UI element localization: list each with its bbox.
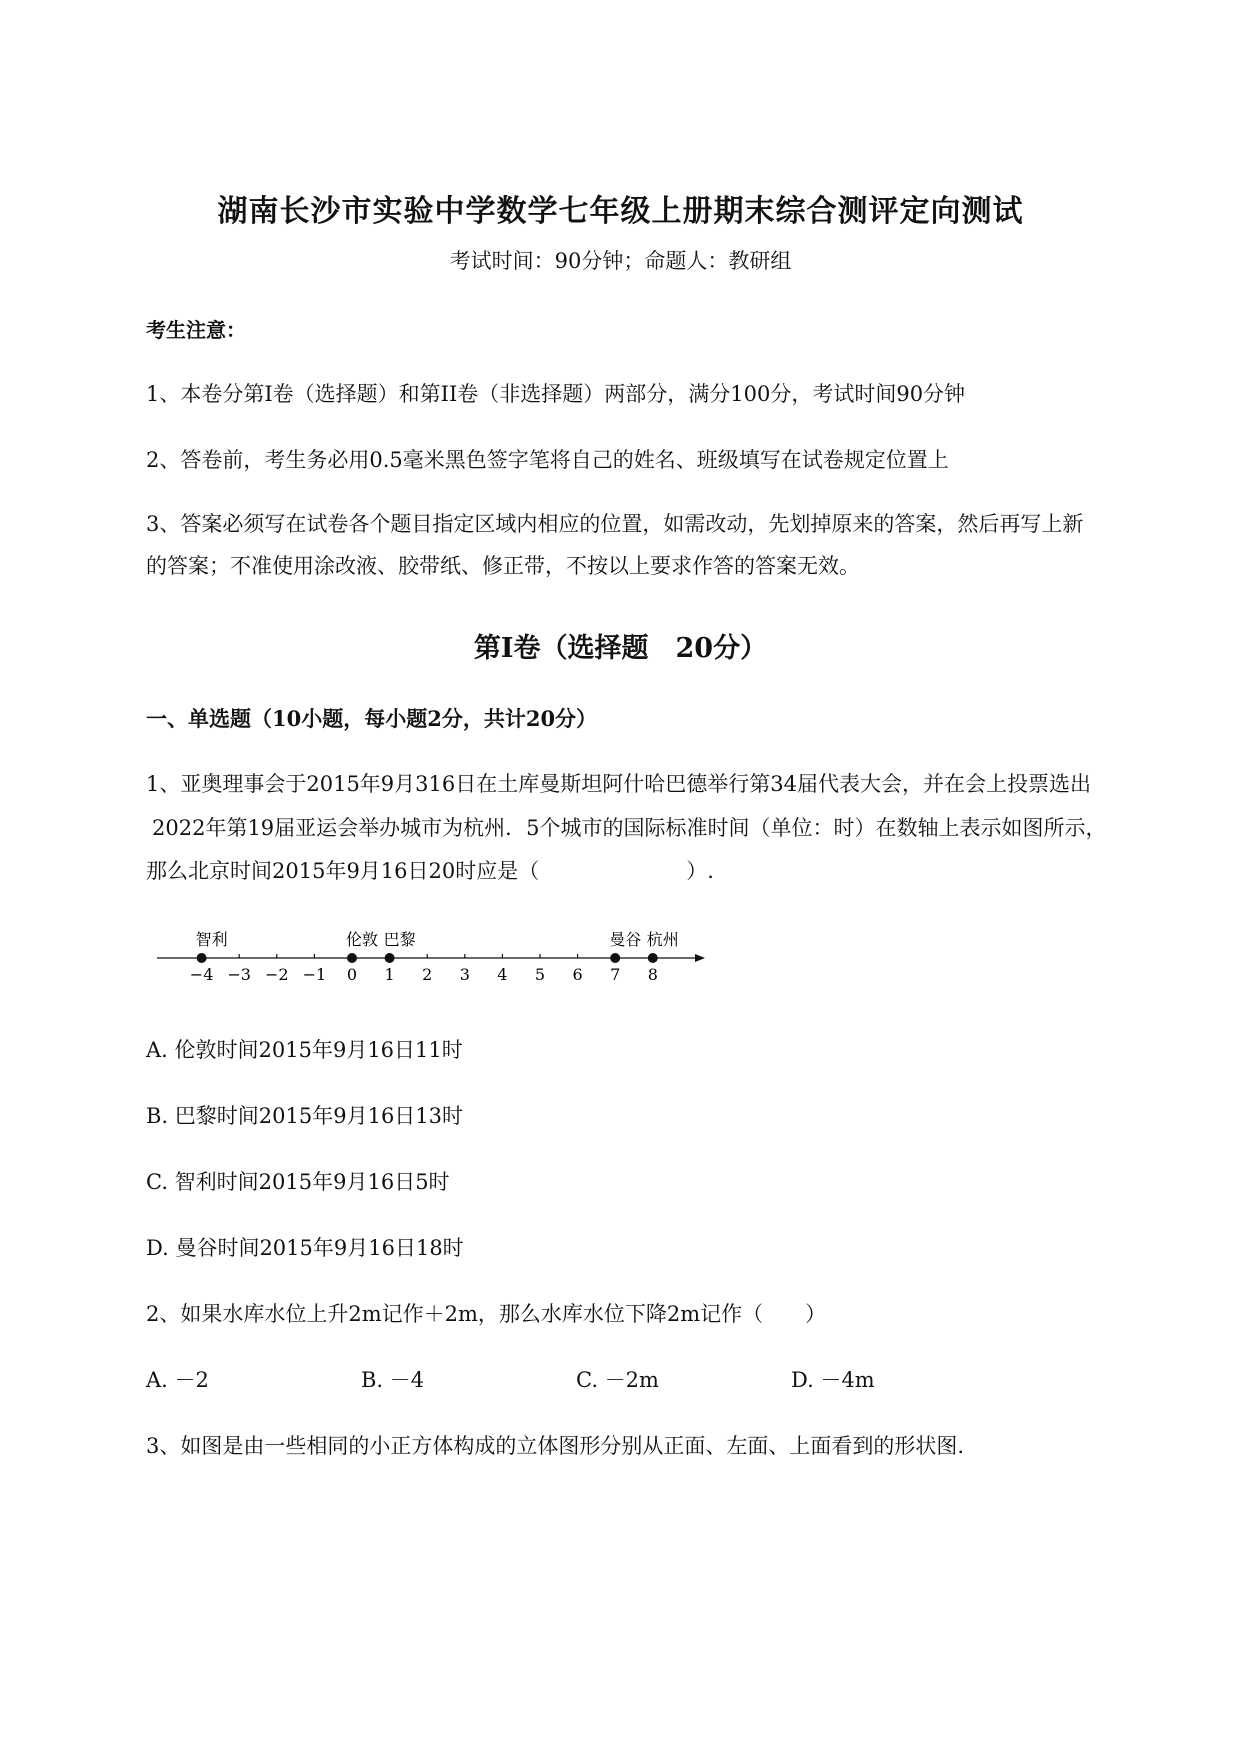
number-line-tick-label: 6 [572,965,583,984]
number-line-tick-label: 5 [534,965,546,984]
section-title: 第I卷（选择题 20分） [473,633,768,664]
number-line-tick-label: 1 [384,965,395,984]
number-line-figure [155,925,715,1015]
number-line-city-label: 智利 [195,930,228,949]
exam-info: 考试时间：90分钟；命题人：教研组 [449,249,792,273]
page-title: 湖南长沙市实验中学数学七年级上册期末综合测评定向测试 [217,194,1024,229]
number-line-tick-label: −2 [265,965,289,984]
number-line-city-label: 杭州 [646,930,679,949]
number-line-tick-label: 3 [459,965,470,984]
question-group-title: 一、单选题（10小题，每小题2分，共计20分） [146,706,598,731]
q2-option-d[interactable]: D. －4m [791,1368,875,1392]
number-line-tick-label: 2 [422,965,433,984]
number-line-city-label: 曼谷 [609,930,642,949]
q1-stem-line-2: 2022年第19届亚运会举办城市为杭州．5个城市的国际标准时间（单位：时）在数轴上表示如图所示， [152,816,1107,840]
notice-item-1: 1、本卷分第I卷（选择题）和第II卷（非选择题）两部分，满分100分，考试时间90分钟 [146,382,966,406]
number-line-point [610,953,620,963]
number-line-point [197,953,207,963]
number-line-point [648,953,658,963]
arrow-right-icon [695,954,705,962]
notice-item-3: 3、答案必须写在试卷各个题目指定区域内相应的位置，如需改动，先划掉原来的答案，然后再写上新 [146,512,1084,536]
q2-option-a[interactable]: A. －2 [146,1368,209,1392]
number-line-city-label: 伦敦 [345,930,379,949]
q1-stem-line-1: 1、亚奥理事会于2015年9月316日在土库曼斯坦阿什哈巴德举行第34届代表大会，并在会上投票选出 [146,772,1091,796]
q3-stem: 3、如图是由一些相同的小正方体构成的立体图形分别从正面、左面、上面看到的形状图. [146,1434,965,1458]
number-line-tick-label: 7 [610,965,621,984]
number-line-point [385,953,395,963]
q1-option-a[interactable]: A. 伦敦时间2015年9月16日11时 [146,1038,463,1062]
notice-item-2: 2、答卷前，考生务必用0.5毫米黑色签字笔将自己的姓名、班级填写在试卷规定位置上 [146,448,949,472]
q1-option-d[interactable]: D. 曼谷时间2015年9月16日18时 [146,1236,464,1260]
number-line-tick-label: 4 [497,965,508,984]
number-line-point [347,953,357,963]
number-line-tick-label: −3 [227,965,251,984]
notice-item-3-continued: 的答案；不准使用涂改液、胶带纸、修正带，不按以上要求作答的答案无效。 [146,554,860,578]
q1-option-c[interactable]: C. 智利时间2015年9月16日5时 [146,1170,450,1194]
number-line-tick-label: −1 [302,965,327,984]
number-line-tick-label: −4 [189,965,214,984]
notice-heading: 考生注意： [146,318,246,342]
number-line [155,925,715,1015]
q1-option-b[interactable]: B. 巴黎时间2015年9月16日13时 [146,1104,464,1128]
q2-stem: 2、如果水库水位上升2m记作＋2m，那么水库水位下降2m记作（ ） [146,1302,827,1326]
number-line-tick-label: 8 [647,965,658,984]
q1-stem-line-3: 那么北京时间2015年9月16日20时应是（ ）. [146,859,714,883]
q2-option-c[interactable]: C. －2m [576,1368,659,1392]
number-line-city-label: 巴黎 [383,930,416,949]
number-line-tick-label: 0 [346,965,358,984]
q2-option-b[interactable]: B. －4 [361,1368,425,1392]
